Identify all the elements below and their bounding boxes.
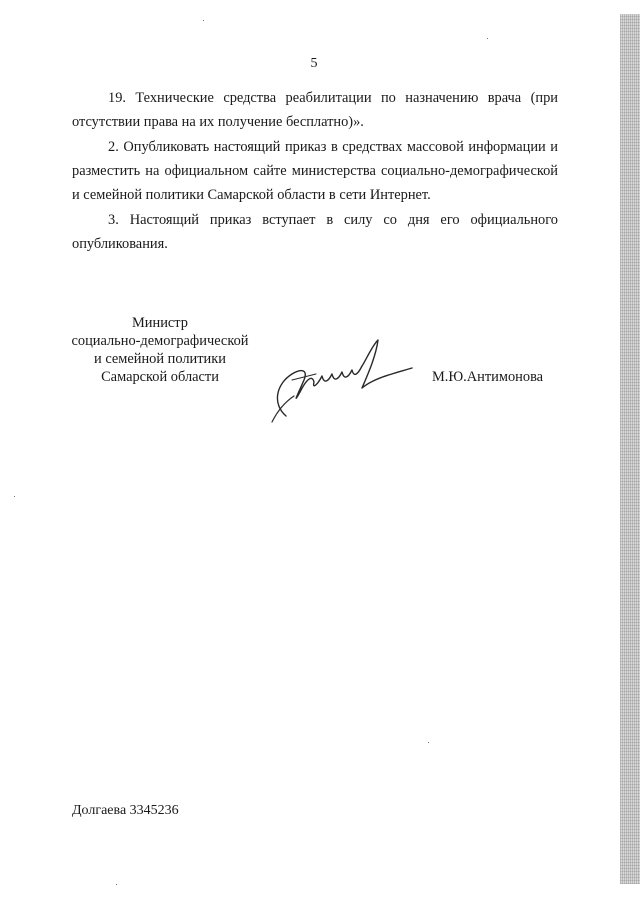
paragraph-item-19 xyxy=(72,86,558,134)
signatory-title-line: социально-демографической xyxy=(71,333,249,349)
scan-edge-artifact xyxy=(620,14,640,884)
executor-contact: Долгаева 3345236 xyxy=(72,803,179,818)
signatory-title-line: и семейной политики xyxy=(94,351,226,367)
scan-speck xyxy=(14,496,15,497)
paragraph-item-3-text: 3. Настоящий приказ вступает в силу со дня его официального опубликования. xyxy=(72,212,558,252)
paragraph-item-3 xyxy=(72,208,558,256)
scan-speck xyxy=(116,884,117,885)
paragraph-item-2-text: 2. Опубликовать настоящий приказ в средствах массовой информации и разместить на официальном сайте министерства социально-демографической и семейной политики Самарской области в сети Интернет. xyxy=(72,139,558,203)
signatory-name: М.Ю.Антимонова xyxy=(432,369,544,385)
signatory-title xyxy=(70,314,250,386)
page-number: 5 xyxy=(310,56,318,71)
paragraph-item-19-text: 19. Технические средства реабилитации по назначению врача (при отсутствии права на их получение бесплатно)». xyxy=(72,90,558,130)
handwritten-signature xyxy=(262,334,418,426)
signatory-title-line: Самарской области xyxy=(101,369,219,385)
scan-speck xyxy=(203,20,204,21)
signatory-title-line: Министр xyxy=(132,315,188,331)
scan-speck xyxy=(428,742,429,743)
paragraph-item-2 xyxy=(72,135,558,207)
scan-speck xyxy=(487,38,488,39)
